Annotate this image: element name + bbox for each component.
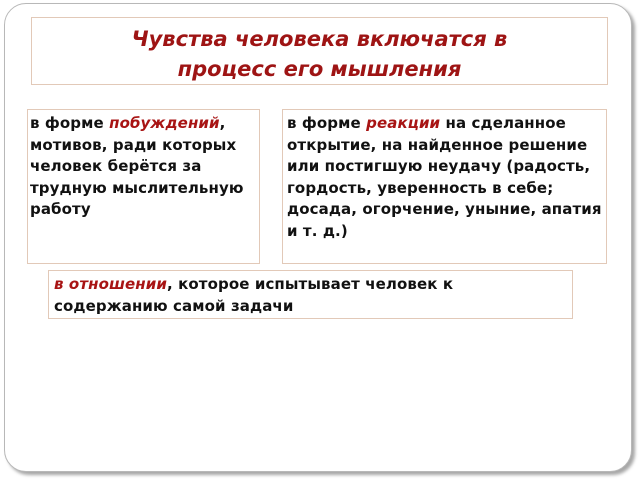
title-line-1: Чувства человека включатся в bbox=[131, 27, 508, 51]
slide-title bbox=[32, 24, 607, 84]
motives-prefix: в форме bbox=[30, 114, 110, 132]
attitude-text: , которое испытывает человек к содержанию самой задачи bbox=[54, 275, 454, 315]
title-box bbox=[31, 17, 608, 85]
motives-keyword: побуждений bbox=[109, 114, 220, 132]
reaction-prefix: в форме bbox=[287, 114, 367, 132]
title-line-2: процесс его мышления bbox=[177, 57, 462, 81]
motives-box bbox=[27, 109, 260, 264]
reaction-box bbox=[282, 109, 607, 264]
reaction-text: на сделанное открытие, на найденное решение или постигшую неудачу (радость, гордость, уверенность в себе; досада, огорчение, уныние, апатия и т. д.) bbox=[287, 114, 602, 240]
attitude-box bbox=[48, 270, 573, 319]
motives-text: , мотивов, ради которых человек берётся за трудную мыслительную работу bbox=[30, 114, 244, 218]
reaction-keyword: реакции bbox=[366, 114, 441, 132]
attitude-keyword: в отношении bbox=[54, 275, 167, 293]
